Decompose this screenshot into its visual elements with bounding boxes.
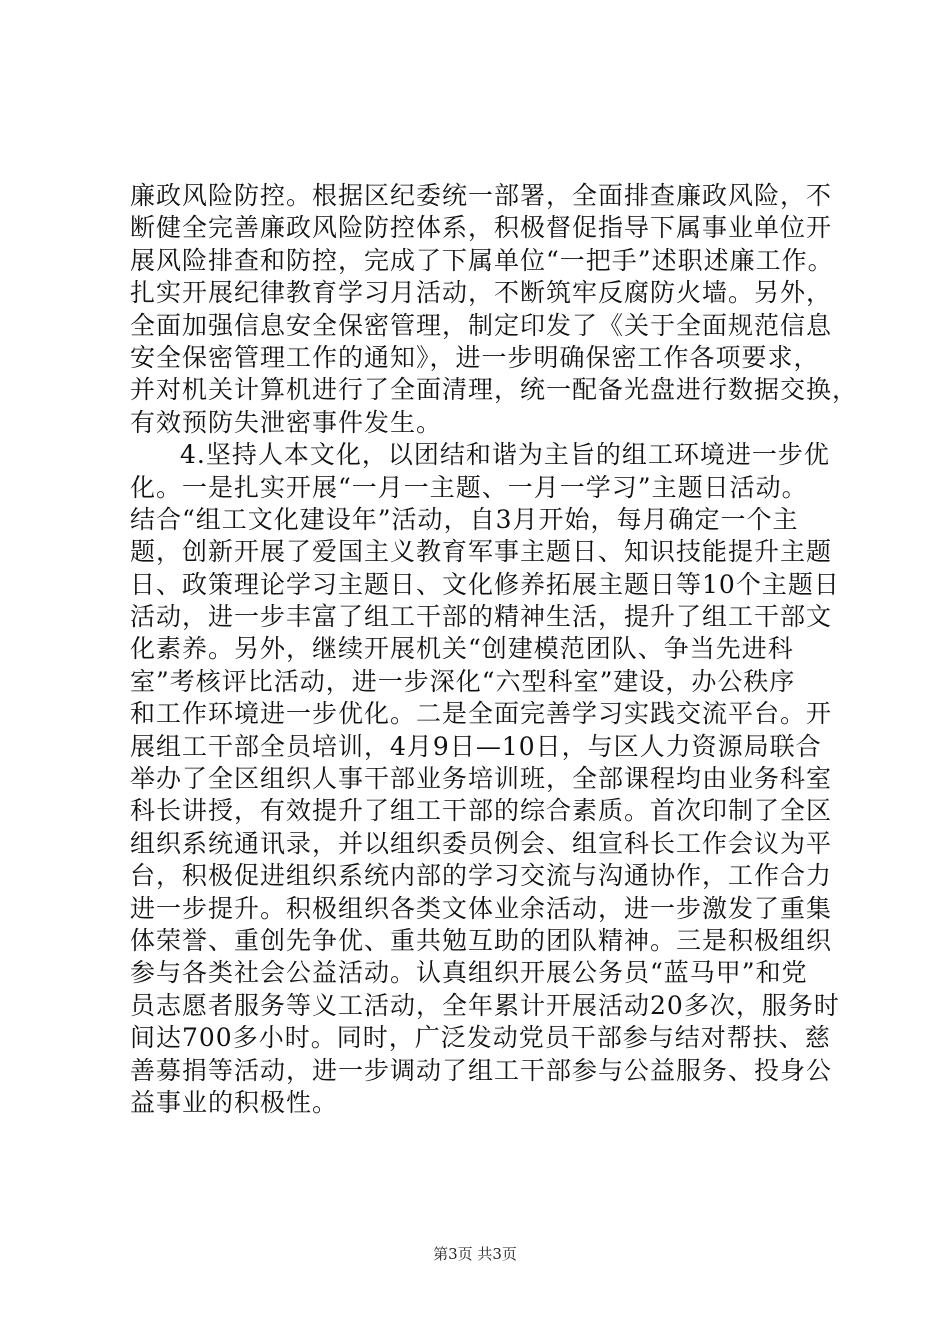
text-line: 题，创新开展了爱国主义教育军事主题日、知识技能提升主题 (130, 537, 833, 567)
text-line: 展风险排查和防控，完成了下属单位“一把手”述职述廉工作。 (130, 245, 834, 275)
text-line: 员志愿者服务等义工活动，全年累计开展活动20多次，服务时 (130, 990, 840, 1020)
text-line: 善募捐等活动，进一步调动了组工干部参与公益服务、投身公 (130, 1055, 833, 1085)
text-line: 扎实开展纪律教育学习月活动，不断筑牢反腐防火墙。另外， (130, 278, 833, 308)
text-line: 组织系统通讯录，并以组织委员例会、组宣科长工作会议为平 (130, 828, 833, 858)
text-line: 日、政策理论学习主题日、文化修养拓展主题日等10个主题日 (130, 569, 840, 599)
text-line: 科长讲授，有效提升了组工干部的综合素质。首次印制了全区 (130, 796, 833, 826)
body-text (130, 180, 859, 1119)
text-line: 全面加强信息安全保密管理，制定印发了《关于全面规范信息 (130, 310, 833, 340)
text-line: 体荣誉、重创先争优、重共勉互助的团队精神。三是积极组织 (130, 925, 833, 955)
text-line: 室”考核评比活动，进一步深化“六型科室”建设，办公秩序 (130, 666, 796, 696)
text-line: 并对机关计算机进行了全面清理，统一配备光盘进行数据交换， (130, 375, 859, 405)
text-line: 化素养。另外，继续开展机关“创建模范团队、争当先进科 (130, 634, 794, 664)
text-line: 断健全完善廉政风险防控体系，积极督促指导下属事业单位开 (130, 213, 833, 243)
text-line: 和工作环境进一步优化。二是全面完善学习实践交流平台。开 (130, 699, 833, 729)
page-number: 第3页 共3页 (433, 1245, 517, 1263)
text-line: 间达700多小时。同时，广泛发动党员干部参与结对帮扶、慈 (130, 1023, 831, 1053)
text-line: 活动，进一步丰富了组工干部的精神生活，提升了组工干部文 (130, 602, 833, 632)
text-line: 有效预防失泄密事件发生。 (130, 407, 443, 437)
text-line: 结合“组工文化建设年”活动，自3月开始，每月确定一个主 (130, 504, 799, 534)
text-line: 益事业的积极性。 (130, 1087, 339, 1117)
paragraph-heading-line: 4.坚持人本文化，以团结和谐为主旨的组工环境进一步优 (180, 440, 830, 470)
text-line: 廉政风险防控。根据区纪委统一部署，全面排查廉政风险，不 (130, 181, 833, 210)
text-line: 展组工干部全员培训，4月9日—10日，与区人力资源局联合 (130, 731, 822, 761)
text-line: 参与各类社会公益活动。认真组织开展公务员“蓝马甲”和党 (130, 958, 808, 988)
text-line: 台，积极促进组织系统内部的学习交流与沟通协作，工作合力 (130, 861, 833, 891)
text-line: 化。一是扎实开展“一月一主题、一月一学习”主题日活动。 (130, 472, 808, 502)
text-line: 进一步提升。积极组织各类文体业余活动，进一步激发了重集 (130, 893, 833, 923)
text-line: 举办了全区组织人事干部业务培训班，全部课程均由业务科室 (130, 764, 833, 794)
text-line: 安全保密管理工作的通知》，进一步明确保密工作各项要求， (130, 342, 820, 372)
page-footer (0, 1243, 950, 1264)
